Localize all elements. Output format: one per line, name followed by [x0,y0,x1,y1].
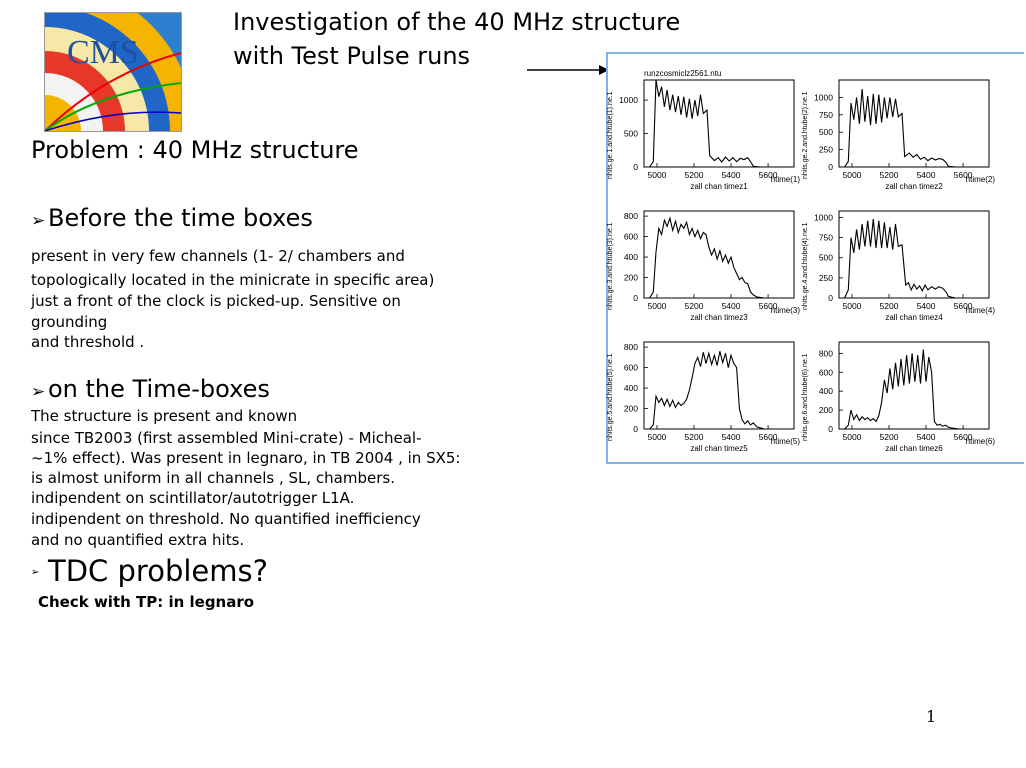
y-tick-label: 0 [828,162,833,172]
y-tick-label: 0 [828,293,833,303]
y-tick-label: 0 [633,162,638,172]
y-tick-label: 750 [818,109,833,120]
y-tick-label: 0 [633,293,638,303]
y-tick-label: 600 [623,362,638,373]
x-tick-label: 5200 [684,170,704,180]
x-axis-label: zall chan timez5 [690,444,748,453]
slide-title-line-1: Investigation of the 40 MHz structure [233,8,681,36]
x-tick-label: 5400 [721,301,741,311]
x-tick-label: 5600 [953,170,973,180]
x-tick-label: 5600 [758,301,778,311]
slide-title-line-2: with Test Pulse runs [233,42,471,70]
x-axis-label: zall chan timez1 [690,182,748,191]
histogram-line [839,219,989,298]
cms-logo [44,12,182,132]
y-axis-label: nhits.ge.5.and.htube(5).ne.1 [607,353,614,441]
y-tick-label: 250 [818,144,833,155]
histogram-name: htime(6) [965,437,995,446]
x-tick-label: 5000 [842,170,862,180]
x-tick-label: 5400 [721,432,741,442]
y-tick-label: 750 [818,232,833,243]
arrowhead-bullet-icon: ➢ [31,211,46,231]
y-tick-label: 200 [623,272,638,283]
x-tick-label: 5200 [879,301,899,311]
y-tick-label: 800 [623,211,638,222]
arrowhead-bullet-icon: ➢ [31,382,46,402]
histogram-name: htime(2) [965,175,995,184]
x-tick-label: 5200 [684,432,704,442]
cms-logo-text: CMS [67,34,139,71]
section-timeboxes-line: since TB2003 (first assembled Mini-crate) - Micheal- [31,429,422,447]
y-tick-label: 800 [623,342,638,353]
section-before-heading [31,204,313,235]
section-timeboxes-heading [31,375,270,406]
arrowhead-bullet-icon: ➢ [31,567,40,578]
section-timeboxes-line: The structure is present and known [31,407,298,425]
x-tick-label: 5400 [721,170,741,180]
histogram-line [839,89,989,167]
section-before-line: just a front of the clock is picked-up. Sensitive on [31,292,401,310]
section-timeboxes-line: indipendent on scintillator/autotrigger L1A. [31,489,355,507]
histogram-name: htime(1) [770,175,800,184]
section-before-line: present in very few channels (1- 2/ chambers and [31,247,405,265]
section-timeboxes-line: and no quantified extra hits. [31,531,245,549]
histogram-name: htime(5) [770,437,800,446]
y-tick-label: 1000 [814,92,833,103]
x-tick-label: 5600 [758,432,778,442]
x-tick-label: 5200 [879,170,899,180]
x-tick-label: 5600 [953,432,973,442]
y-tick-label: 800 [818,348,833,359]
y-axis-label: nhits.ge.4.and.htube(4).ne.1 [802,222,809,310]
x-axis-label: zall chan timez4 [885,313,943,322]
section-timeboxes-line: ~1% effect). Was present in legnaro, in TB 2004 , in SX5: [31,449,461,467]
y-tick-label: 0 [828,424,833,434]
histogram-line [644,351,794,429]
y-tick-label: 1000 [814,212,833,223]
y-tick-label: 250 [818,272,833,283]
histogram-name: htime(3) [770,306,800,315]
x-axis-label: zall chan timez3 [690,313,748,322]
histogram-figure-frame [606,52,1024,464]
y-tick-label: 400 [623,252,638,263]
x-tick-label: 5000 [842,301,862,311]
histogram-grid [608,54,1026,466]
page-number: 1 [926,707,937,726]
panel-frame [839,342,989,429]
y-tick-label: 200 [623,403,638,414]
y-tick-label: 400 [623,383,638,394]
histogram-line [644,218,794,298]
y-tick-label: 400 [818,386,833,397]
y-axis-label: nhits.ge.2.and.htube(2).ne.1 [802,91,809,179]
x-tick-label: 5600 [953,301,973,311]
x-tick-label: 5000 [842,432,862,442]
x-tick-label: 5400 [916,170,936,180]
y-tick-label: 500 [818,252,833,263]
x-tick-label: 5400 [916,301,936,311]
section-timeboxes-heading-text: on the Time-boxes [48,375,270,403]
x-tick-label: 5200 [684,301,704,311]
x-tick-label: 5200 [879,432,899,442]
section-timeboxes-line: is almost uniform in all channels , SL, chambers. [31,469,395,487]
y-tick-label: 200 [818,405,833,416]
y-tick-label: 500 [623,128,638,139]
x-tick-label: 5000 [647,170,667,180]
section-before-line: and threshold . [31,333,145,351]
histogram-line [839,350,989,429]
pointer-arrow-icon [527,62,609,78]
histogram-name: htime(4) [965,306,995,315]
x-axis-label: zall chan timez6 [885,444,943,453]
y-tick-label: 500 [818,127,833,138]
section-tdc-heading-text: TDC problems? [48,554,269,588]
file-label: runzcosmiclz2561.ntu [644,69,722,78]
y-tick-label: 1000 [619,95,638,106]
y-tick-label: 0 [633,424,638,434]
section-before-line: grounding [31,313,108,331]
histogram-line [644,80,794,167]
y-axis-label: nhits.ge.6.and.htube(6).ne.1 [802,353,809,441]
section-before-line: topologically located in the minicrate in specific area) [31,271,435,289]
y-tick-label: 600 [818,367,833,378]
y-axis-label: nhits.ge.1.and.htube(1).ne.1 [607,91,614,179]
problem-heading: Problem : 40 MHz structure [31,136,359,164]
x-tick-label: 5400 [916,432,936,442]
y-tick-label: 600 [623,231,638,242]
x-tick-label: 5000 [647,432,667,442]
section-tdc-heading [31,552,268,592]
x-axis-label: zall chan timez2 [885,182,943,191]
tdc-check-line: Check with TP: in legnaro [38,593,255,611]
section-before-heading-text: Before the time boxes [48,204,313,232]
x-tick-label: 5000 [647,301,667,311]
x-tick-label: 5600 [758,170,778,180]
section-timeboxes-line: indipendent on threshold. No quantified inefficiency [31,510,421,528]
y-axis-label: nhits.ge.3.and.htube(3).ne.1 [607,222,614,310]
